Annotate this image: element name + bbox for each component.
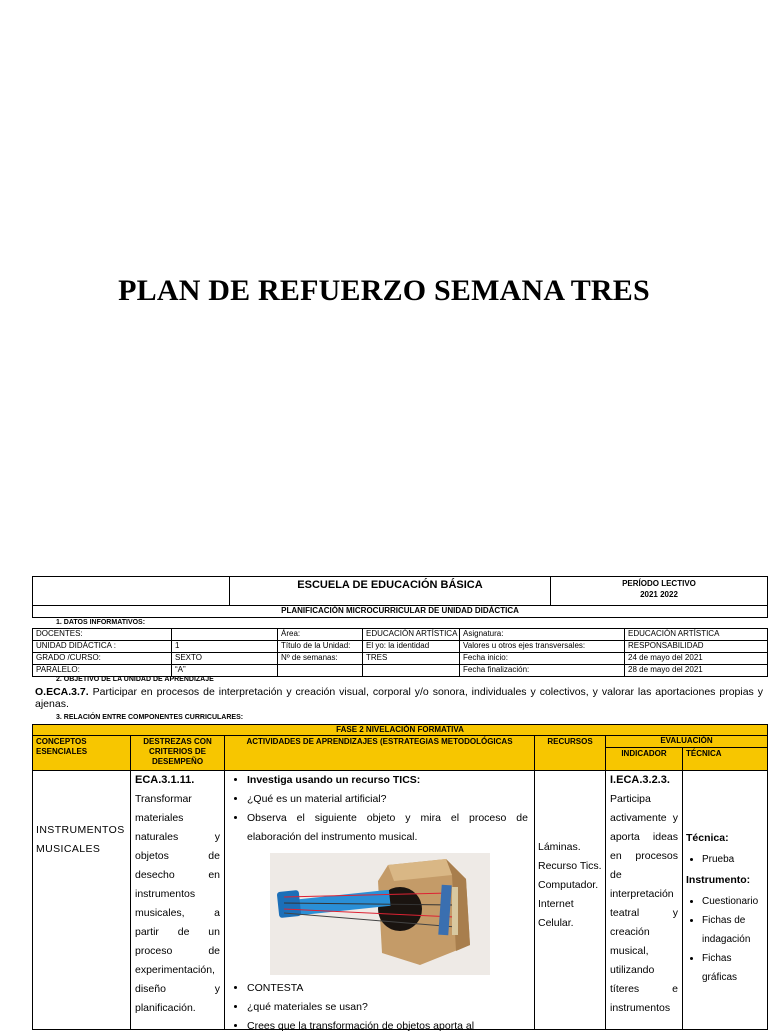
activity-item: • Investiga usando un recurso TICS: bbox=[247, 771, 528, 790]
planning-document bbox=[32, 576, 768, 1032]
semanas-value: TRES bbox=[362, 652, 460, 665]
paralelo-value: “A” bbox=[171, 664, 278, 677]
plan-title: PLANIFICACIÓN MICROCURRICULAR DE UNIDAD DIDÁCTICA bbox=[32, 605, 768, 618]
objective-code: O.ECA.3.7. bbox=[35, 686, 89, 698]
instrumento-item: • Fichas de indagación bbox=[702, 911, 763, 949]
col-indicador: INDICADOR bbox=[605, 747, 683, 771]
paralelo-label: PARALELO: bbox=[32, 664, 172, 677]
activity-item: • ¿qué materiales se usan? bbox=[247, 998, 528, 1017]
recursos-cell bbox=[534, 770, 606, 1030]
grado-label: GRADO /CURSO: bbox=[32, 652, 172, 665]
section-datos-informativos: 1. DATOS INFORMATIVOS: bbox=[56, 619, 146, 626]
indicador-text: Participa activamente y aporta ideas en procesos de interpretación teatral y creación musical, utilizando títeres e instrumentos bbox=[610, 793, 678, 1014]
inicio-label: Fecha inicio: bbox=[459, 652, 625, 665]
page-title: PLAN DE REFUERZO SEMANA TRES bbox=[118, 274, 650, 307]
col-evaluacion: EVALUACIÓN bbox=[605, 735, 768, 748]
unidad-value: 1 bbox=[171, 640, 278, 653]
period-value: 2021 2022 bbox=[640, 590, 678, 599]
semanas-label: Nº de semanas: bbox=[277, 652, 363, 665]
instrumento-label: Instrumento: bbox=[686, 874, 751, 886]
titulo-label: Título de la Unidad: bbox=[277, 640, 363, 653]
indicador-cell bbox=[605, 770, 683, 1030]
fin-label: Fecha finalización: bbox=[459, 664, 625, 677]
activities-after-list bbox=[225, 979, 534, 1036]
phase-bar: FASE 2 NIVELACIÓN FORMATIVA bbox=[32, 724, 768, 736]
col-tecnica: TÉCNICA bbox=[682, 747, 768, 771]
destreza-code: ECA.3.1.11. bbox=[135, 774, 195, 786]
titulo-value: El yo: la identidad bbox=[362, 640, 460, 653]
destreza-text: Transformar materiales naturales y objetos de desecho en instrumentos musicales, a partir de un proceso de experimentación, diseño y planificación. bbox=[135, 793, 220, 1014]
tecnica-cell bbox=[682, 770, 768, 1030]
tecnica-label: Técnica: bbox=[686, 832, 729, 844]
activities-list bbox=[225, 771, 534, 847]
activity-item: • ¿Qué es un material artificial? bbox=[247, 790, 528, 809]
tecnica-item: • Prueba bbox=[702, 850, 763, 869]
asignatura-label: Asignatura: bbox=[459, 628, 625, 641]
col-actividades: ACTIVIDADES DE APRENDIZAJES (ESTRATEGIAS METODOLÓGICAS bbox=[224, 735, 535, 771]
objective-text bbox=[32, 684, 766, 712]
objective-body: Participar en procesos de interpretación y creación visual, corporal y/o sonora, individuales y colectivos, y valorar las aportaciones propias y ajenas. bbox=[35, 686, 763, 710]
unidad-label: UNIDAD DIDÁCTICA : bbox=[32, 640, 172, 653]
recursos-text: Láminas. Recurso Tics. Computador. Internet Celular. bbox=[538, 841, 602, 929]
header-blank-cell bbox=[32, 576, 230, 606]
instrumento-item: • Cuestionario bbox=[702, 892, 763, 911]
actividades-cell bbox=[224, 770, 535, 1030]
school-name: ESCUELA DE EDUCACIÓN BÁSICA bbox=[229, 576, 551, 606]
concepto-text: INSTRUMENTOS MUSICALES bbox=[36, 824, 125, 855]
tecnica-list bbox=[686, 850, 767, 869]
activity-item: • Crees que la transformación de objetos aporta al bbox=[247, 1017, 528, 1036]
section-relacion: 3. RELACIÓN ENTRE COMPONENTES CURRICULARES: bbox=[56, 714, 244, 721]
col-conceptos: CONCEPTOS ESENCIALES bbox=[32, 735, 131, 771]
docentes-label: DOCENTES: bbox=[32, 628, 172, 641]
section-objetivo: 2. OBJETIVO DE LA UNIDAD DE APRENDIZAJE bbox=[56, 676, 214, 683]
activity-item: • Observa el siguiente objeto y mira el proceso de elaboración del instrumento musical. bbox=[247, 809, 528, 847]
area-value: EDUCACIÓN ARTÍSTICA bbox=[362, 628, 460, 641]
period-label: PERÍODO LECTIVO bbox=[622, 579, 696, 588]
valores-value: RESPONSABILIDAD bbox=[624, 640, 768, 653]
instrumento-list bbox=[686, 892, 767, 987]
fin-value: 28 de mayo del 2021 bbox=[624, 664, 768, 677]
col-destrezas: DESTREZAS CON CRITERIOS DE DESEMPEÑO bbox=[130, 735, 225, 771]
instrument-guitar-image bbox=[270, 853, 490, 975]
asignatura-value: EDUCACIÓN ARTÍSTICA bbox=[624, 628, 768, 641]
concepto-cell bbox=[32, 770, 131, 1030]
col-recursos: RECURSOS bbox=[534, 735, 606, 771]
activity-item: • CONTESTA bbox=[247, 979, 528, 998]
valores-label: Valores u otros ejes transversales: bbox=[459, 640, 625, 653]
blank-cell bbox=[362, 664, 460, 677]
instrumento-item: • Fichas gráficas bbox=[702, 949, 763, 987]
indicador-code: I.ECA.3.2.3. bbox=[610, 774, 670, 786]
grado-value: SEXTO bbox=[171, 652, 278, 665]
destreza-cell bbox=[130, 770, 225, 1030]
area-label: Área: bbox=[277, 628, 363, 641]
blank-cell bbox=[277, 664, 363, 677]
inicio-value: 24 de mayo del 2021 bbox=[624, 652, 768, 665]
period-cell bbox=[550, 576, 768, 606]
